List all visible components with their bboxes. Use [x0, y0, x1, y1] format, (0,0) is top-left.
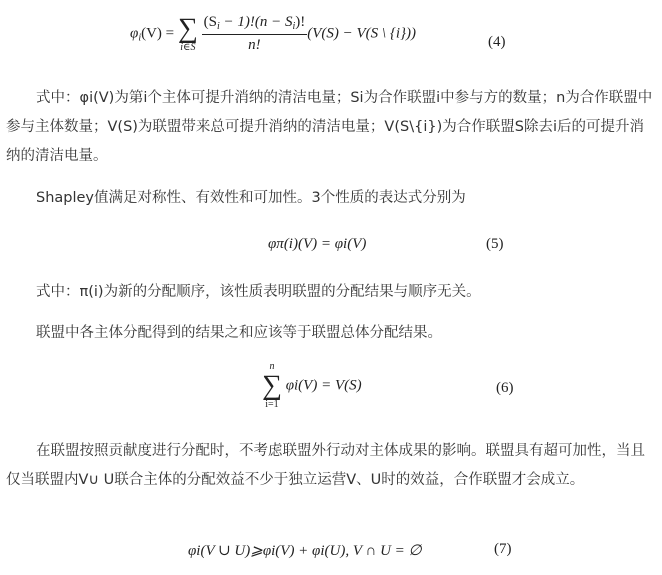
equation-6-number: (6) [496, 380, 514, 396]
eq4-frac-numerator: $(S_i - 1)!(n - S_i)$! [202, 14, 308, 35]
equation-5 [268, 236, 366, 253]
eq4-lhs-sub: i [138, 32, 142, 44]
equation-7-number: (7) [494, 541, 512, 557]
eq6-sum-lower: i=1 [265, 399, 279, 410]
paragraph-1: 式中：φi(V)为第i个主体可提升消纳的清洁电量；Si为合作联盟i中参与方的数量；n为合作联盟中参与主体数量；V(S)为联盟带来总可提升消纳的清洁电量；V(S\{i})为合作联盟S除去i后的可提升消纳的清洁电量。 [6, 90, 653, 164]
paragraph-2: Shapley值满足对称性、有效性和可加性。3个性质的表达式分别为 [36, 190, 466, 206]
eq7-expression: φi(V ∪ U)⩾φi(V) + φi(U), V ∩ U = ∅ [188, 543, 422, 559]
paragraph-4: 联盟中各主体分配得到的结果之和应该等于联盟总体分配结果。 [36, 325, 442, 341]
equation-4-number: (4) [488, 34, 506, 50]
eq6-sum-upper: n [269, 361, 275, 372]
eq4-frac-denominator: n! [248, 37, 261, 53]
equation-5-number: (5) [486, 236, 504, 252]
equation-4 [130, 14, 416, 54]
paragraph-3: 式中：π(i)为新的分配顺序，该性质表明联盟的分配结果与顺序无关。 [36, 284, 481, 300]
eq6-summation: n ∑ i=1 [262, 361, 282, 410]
equation-7 [188, 541, 422, 560]
eq4-tail: (V(S) − V(S \ {i})) [307, 25, 416, 42]
eq4-lhs-phi: φ [130, 25, 139, 42]
paragraph-5: 在联盟按照贡献度进行分配时，不考虑联盟外行动对主体成果的影响。联盟具有超可加性，当且仅当联盟内V∪ U联合主体的分配效益不少于独立运营V、U时的效益，合作联盟才会成立。 [6, 443, 645, 488]
equation-6 [262, 362, 362, 410]
eq4-summation: ∑ i∈S [177, 13, 198, 53]
eq5-expression: φπ(i)(V) = φi(V) [268, 236, 367, 252]
eq4-lhs-arg: (V) = [141, 25, 175, 42]
eq6-expression: φi(V) = V(S) [285, 377, 362, 394]
eq4-sum-lower: i∈S [180, 42, 196, 53]
eq4-fraction [202, 14, 308, 54]
